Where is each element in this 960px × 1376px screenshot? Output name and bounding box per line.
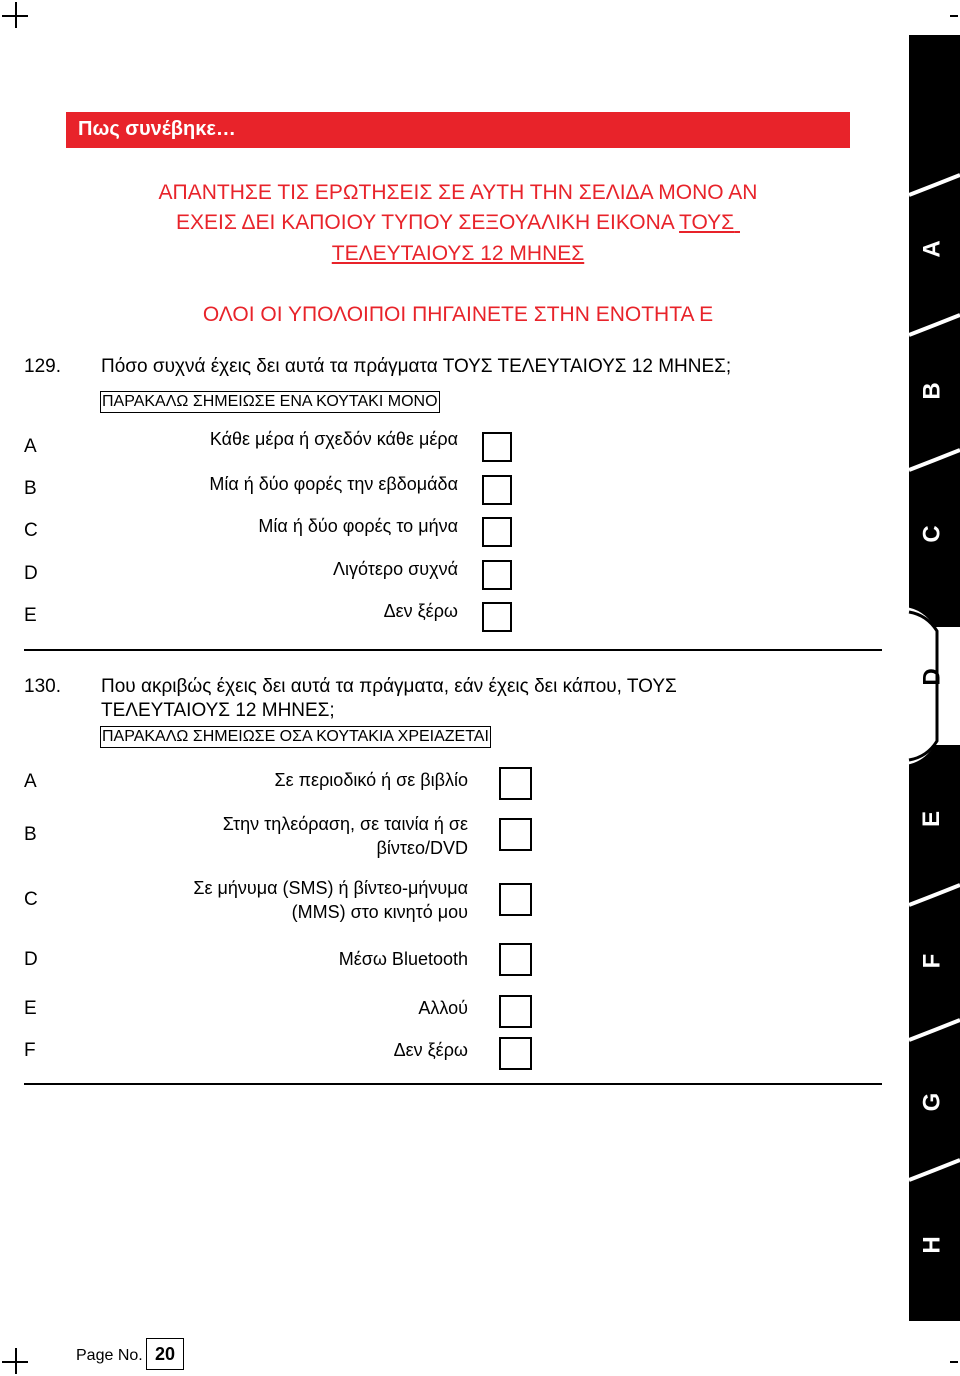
- option-label: [100, 812, 468, 860]
- intro-line-2-underlined: ΤΟΥΣ: [679, 211, 735, 234]
- divider-rule: [24, 649, 882, 651]
- q130-checkbox-a[interactable]: [499, 767, 532, 800]
- q130-checkbox-d[interactable]: [499, 943, 532, 976]
- section-tabs: [905, 35, 960, 1321]
- option-label-line: Σε μήνυμα (SMS) ή βίντεο-μήνυμα: [193, 878, 468, 898]
- page-number: 20: [154, 1344, 176, 1364]
- option-letter: B: [24, 478, 37, 499]
- option-letter: D: [24, 949, 38, 970]
- option-label: [100, 1038, 468, 1062]
- page-number-label: Page No.: [76, 1347, 143, 1364]
- q129-checkbox-b[interactable]: [482, 475, 512, 505]
- tab-a[interactable]: A: [918, 240, 946, 258]
- option-letter: E: [24, 998, 37, 1019]
- q130-checkbox-b[interactable]: [499, 818, 532, 851]
- option-label: Λιγότερο συχνά: [333, 559, 458, 579]
- option-label-line: (MMS) στο κινητό μου: [291, 902, 468, 922]
- question-130-number: 130.: [24, 676, 61, 697]
- intro-others-instruction: ΟΛΟΙ ΟΙ ΥΠΟΛΟΙΠΟΙ ΠΗΓΑΙΝΕΤΕ ΣΤΗΝ ΕΝΟΤΗΤΑ E: [202, 303, 714, 326]
- q129-checkbox-c[interactable]: [482, 517, 512, 547]
- option-letter: F: [24, 1040, 36, 1061]
- option-letter: A: [24, 436, 37, 457]
- option-label: [100, 876, 468, 924]
- question-129-text: Πόσο συχνά έχεις δει αυτά τα πράγματα ΤΟΥΣ ΤΕΛΕΥΤΑΙΟΥΣ 12 ΜΗΝΕΣ;: [101, 356, 732, 377]
- option-label: [100, 947, 468, 971]
- question-129-number: 129.: [24, 356, 61, 377]
- section-title: Πως συνέβηκε…: [78, 118, 236, 140]
- q129-checkbox-a[interactable]: [482, 432, 512, 462]
- intro-line-1: ΑΠΑΝΤΗΣΕ ΤΙΣ ΕΡΩΤΗΣΕΙΣ ΣΕ ΑΥΤΗ ΤΗΝ ΣΕΛΙΔΑ ΜΟΝΟ ΑΝ: [158, 181, 758, 204]
- option-label: [100, 768, 468, 792]
- intro-line-3: ΤΕΛΕΥΤΑΙΟΥΣ 12 ΜΗΝΕΣ: [331, 242, 585, 265]
- tab-f[interactable]: F: [918, 953, 946, 969]
- option-label-line: Σε περιοδικό ή σε βιβλίο: [274, 770, 468, 790]
- option-letter: A: [24, 771, 37, 792]
- option-letter: E: [24, 605, 37, 626]
- crop-mark-top-right: [950, 15, 958, 17]
- option-label: Δεν ξέρω: [383, 601, 458, 621]
- option-label: [100, 996, 468, 1020]
- option-label-line: Δεν ξέρω: [393, 1040, 468, 1060]
- q130-checkbox-c[interactable]: [499, 883, 532, 916]
- question-129-instruction: ΠΑΡΑΚΑΛΩ ΣΗΜΕΙΩΣΕ ΕΝΑ ΚΟΥΤΑΚΙ ΜΟΝΟ: [100, 391, 440, 413]
- option-letter: B: [24, 824, 37, 845]
- tab-h[interactable]: H: [918, 1236, 946, 1254]
- section-header-bar: [66, 112, 850, 148]
- question-130-text-line-1: Που ακριβώς έχεις δει αυτά τα πράγματα, εάν έχεις δει κάπου, ΤΟΥΣ: [101, 676, 677, 697]
- option-letter: C: [24, 520, 38, 541]
- tab-g[interactable]: G: [918, 1092, 946, 1112]
- option-label-line: Στην τηλεόραση, σε ταινία ή σε: [222, 814, 468, 834]
- option-label-line: Μέσω Bluetooth: [338, 949, 468, 969]
- option-label-line: βίντεο/DVD: [376, 838, 468, 858]
- question-130-text-line-2: ΤΕΛΕΥΤΑΙΟΥΣ 12 ΜΗΝΕΣ;: [101, 700, 335, 721]
- divider-rule: [24, 1083, 882, 1085]
- intro-line-2-text: ΕΧΕΙΣ ΔΕΙ ΚΑΠΟΙΟΥ ΤΥΠΟΥ ΣΕΞΟΥΑΛΙΚΗ ΕΙΚΟΝΑ: [176, 211, 680, 234]
- page-number-box: [146, 1338, 184, 1370]
- option-label: Μία ή δύο φορές το μήνα: [258, 516, 458, 536]
- q129-checkbox-d[interactable]: [482, 560, 512, 590]
- tab-d[interactable]: D: [918, 668, 946, 686]
- option-letter: C: [24, 889, 38, 910]
- tab-b[interactable]: B: [918, 382, 946, 400]
- q130-checkbox-e[interactable]: [499, 995, 532, 1028]
- tab-c[interactable]: C: [918, 525, 946, 543]
- option-label: Μία ή δύο φορές την εβδομάδα: [209, 474, 458, 494]
- option-letter: D: [24, 563, 38, 584]
- tab-e[interactable]: E: [918, 810, 946, 828]
- intro-line-2: [66, 211, 850, 235]
- option-label: Κάθε μέρα ή σχεδόν κάθε μέρα: [209, 429, 458, 449]
- q129-checkbox-e[interactable]: [482, 602, 512, 632]
- question-130-instruction: ΠΑΡΑΚΑΛΩ ΣΗΜΕΙΩΣΕ ΟΣΑ ΚΟΥΤΑΚΙΑ ΧΡΕΙΑΖΕΤΑΙ: [100, 726, 491, 748]
- crop-mark-bottom-right: [950, 1361, 958, 1363]
- q130-checkbox-f[interactable]: [499, 1037, 532, 1070]
- option-label-line: Αλλού: [418, 998, 468, 1018]
